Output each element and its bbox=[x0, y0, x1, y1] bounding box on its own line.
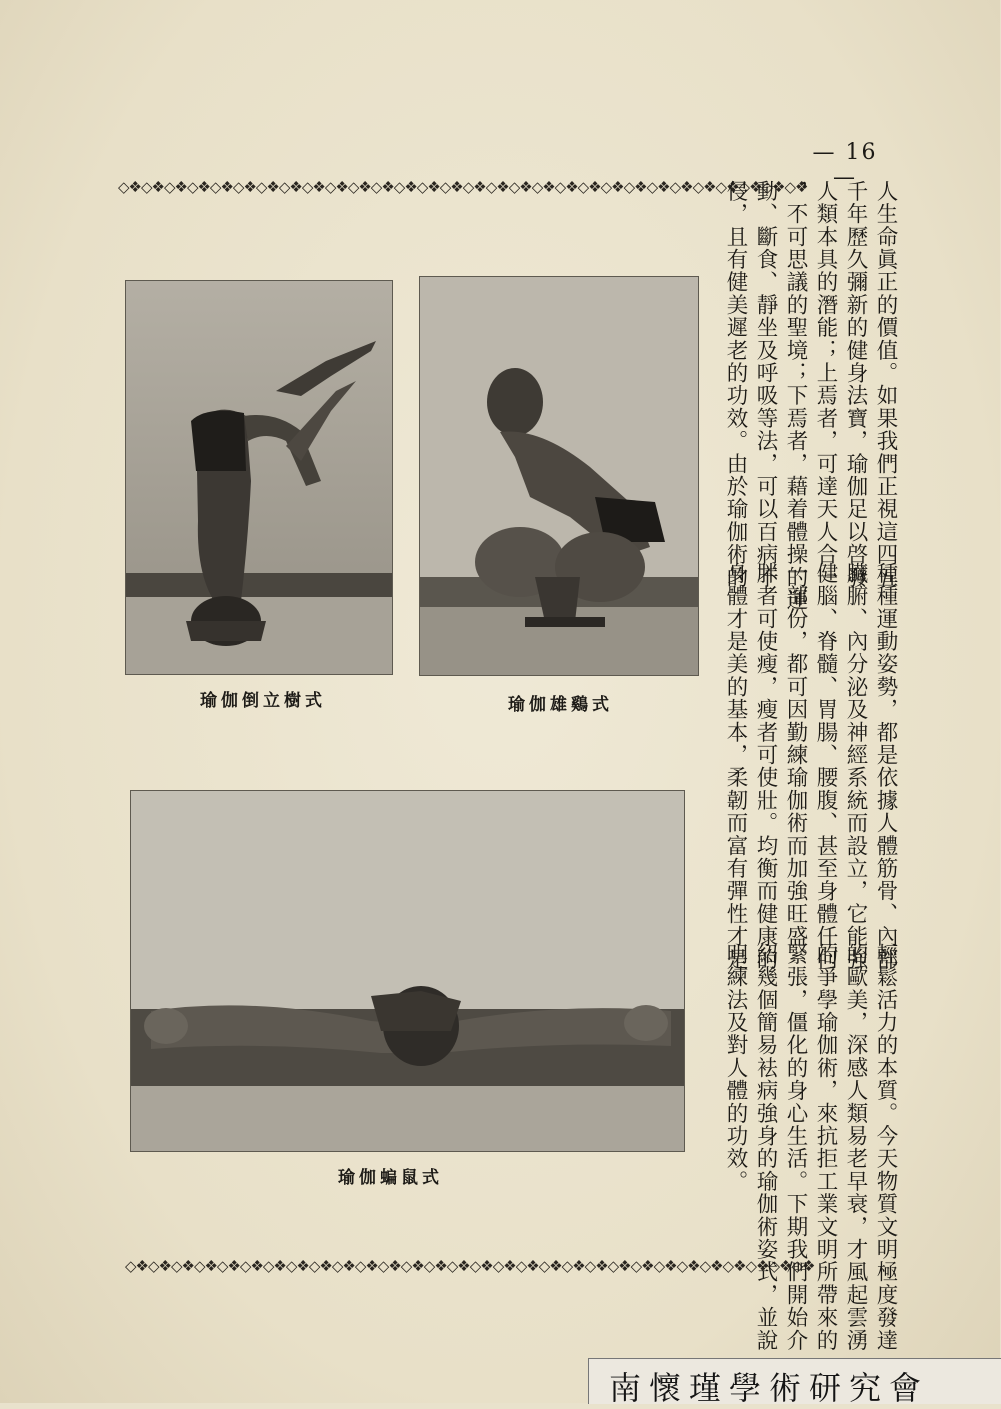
article-block-1 bbox=[720, 180, 900, 612]
caption-photo-1: 瑜伽倒立樹式 bbox=[200, 691, 326, 711]
article-line: 種種運動姿勢，都是依據人體筋骨、內部 bbox=[873, 562, 898, 971]
caption-photo-3: 瑜伽蝙鼠式 bbox=[338, 1168, 443, 1188]
watermark-banner bbox=[588, 1358, 1001, 1407]
article-line: 緊張，僵化的身心生活。下期我們開始介 bbox=[783, 943, 808, 1352]
article-line: 的歐美，深感人類易老早衰，才風起雲湧 bbox=[843, 943, 868, 1352]
article-line: 健腦、脊髓、胃腸、腰腹、甚至身體任何 bbox=[813, 562, 838, 971]
article-line: 侵，且有健美遲老的功效。由於瑜伽術的 bbox=[723, 180, 748, 589]
article-line: 輕鬆活力的本質。今天物質文明極度發達 bbox=[873, 943, 898, 1352]
photo-headstand-tree-pose bbox=[125, 280, 393, 675]
article-line: 人類本具的潛能；上焉者，可達天人合一 bbox=[813, 180, 838, 589]
article-line: 身體才是美的基本，柔韌而富有彈性才是 bbox=[723, 562, 748, 971]
article-line: ，不可思議的聖境；下焉者，藉着體操的運 bbox=[783, 180, 808, 612]
photo-rooster-pose bbox=[419, 276, 699, 676]
article-line: 千年歷久彌新的健身法寶，瑜伽足以啓發 bbox=[843, 180, 868, 589]
article-line: 一部份，都可因勤練瑜伽術而加強旺盛。 bbox=[783, 562, 808, 971]
watermark-text: 南懷瑾學術研究會 bbox=[609, 1369, 930, 1407]
article-line: 臟腑、內分泌及神經系統而設立，它能強 bbox=[843, 562, 868, 971]
article-block-3 bbox=[720, 943, 900, 1352]
article-line: 的爭學瑜伽術，來抗拒工業文明所帶來的 bbox=[813, 943, 838, 1352]
article-line: 紹幾個簡易袪病強身的瑜伽術姿式，並說 bbox=[753, 943, 778, 1352]
article-line: 人生命眞正的價值。如果我們正視這四五 bbox=[873, 180, 898, 589]
caption-photo-2: 瑜伽雄鷄式 bbox=[508, 695, 613, 715]
article-line: 明練法及對人體的功效。 bbox=[723, 943, 748, 1193]
bottom-ornament-border: ◇❖◇❖◇❖◇❖◇❖◇❖◇❖◇❖◇❖◇❖◇❖◇❖◇❖◇❖◇❖◇❖◇❖◇❖◇❖◇❖◇❖◇❖◇❖◇❖◇❖◇❖◇❖◇❖◇❖◇❖ bbox=[125, 1257, 815, 1275]
page-number: — 16 — bbox=[812, 140, 878, 190]
article-block-2 bbox=[720, 562, 900, 971]
photo-locust-pose bbox=[130, 790, 685, 1152]
article-line: 胖者可使瘦，瘦者可使壯。均衡而健康的 bbox=[753, 562, 778, 971]
article-line: 動、斷食、靜坐及呼吸等法，可以百病不 bbox=[753, 180, 778, 589]
top-ornament-border: ◇❖◇❖◇❖◇❖◇❖◇❖◇❖◇❖◇❖◇❖◇❖◇❖◇❖◇❖◇❖◇❖◇❖◇❖◇❖◇❖◇❖◇❖◇❖◇❖◇❖◇❖◇❖◇❖◇❖◇❖ bbox=[118, 178, 808, 196]
